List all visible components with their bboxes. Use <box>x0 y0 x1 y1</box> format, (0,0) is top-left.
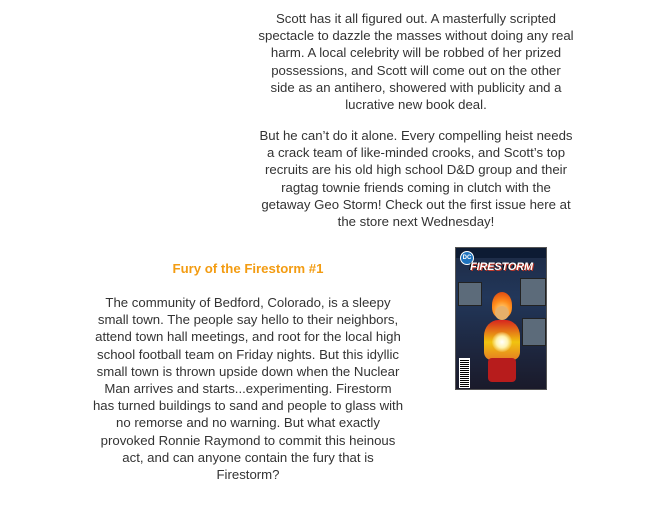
hero-head <box>495 306 509 320</box>
intro-paragraph-2: But he can’t do it alone. Every compelling heist needs a crack team of like-minded crooks, and Scott’s top recruits are his old high school D&D group and their ragtag townie friends coming in clutch with the getaway Geo Storm! Check out the first issue here at the store next Wednesday! <box>259 128 573 230</box>
energy-glow <box>492 332 512 352</box>
hero-figure <box>478 292 526 382</box>
comic-description: The community of Bedford, Colorado, is a sleepy small town. The people say hello to their neighbors, attend town hall meetings, and root for the local high school football team on Friday nights. But this idyllic small town is thrown upside down when the Nuclear Man arrives and starts...experimenting. Firestorm has turned buildings to sand and people to glass with no remorse and no warning. But what exactly provoked Ronnie Raymond to commit this heinous act, and can anyone contain the fury that is Firestorm? <box>92 295 404 483</box>
comic-title: Fury of the Firestorm #1 <box>172 261 324 276</box>
intro-paragraph-1: Scott has it all figured out. A masterfully scripted spectacle to dazzle the masses without doing any real harm. A local celebrity will be robbed of her prized possessions, and Scott will come out on the other side as an antihero, showered with publicity and a lucrative new book deal. <box>258 11 574 113</box>
dc-logo-icon: DC <box>460 251 474 265</box>
barcode-icon <box>459 358 470 388</box>
hero-legs <box>488 358 516 382</box>
comic-cover-image[interactable] <box>455 247 547 390</box>
cover-logo: FIRESTORM <box>470 261 533 273</box>
